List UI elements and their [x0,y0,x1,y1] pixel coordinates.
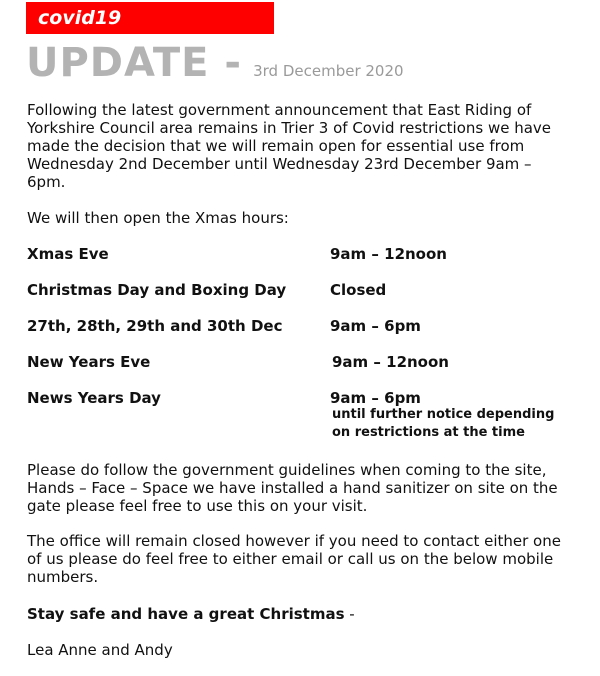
covid19-badge: covid19 [26,2,274,34]
hours-day-27-30-dec: 27th, 28th, 29th and 30th Dec [27,317,283,335]
update-date: 3rd December 2020 [253,62,404,80]
update-heading [26,40,404,86]
hours-day-xmas-eve: Xmas Eve [27,245,109,263]
update-title: UPDATE - [26,40,242,86]
hours-time-new-years-day: 9am – 6pm [330,389,421,407]
closing-bold: Stay safe and have a great Christmas [27,605,345,623]
office-paragraph: The office will remain closed however if you need to contact either one of us please do feel free to either email or call us on the below mobile numbers. [27,532,561,586]
hours-time-27-30-dec: 9am – 6pm [330,317,421,335]
hours-day-christmas-boxing: Christmas Day and Boxing Day [27,281,287,299]
hours-time-xmas-eve: 9am – 12noon [330,245,447,263]
hours-time-new-years-eve: 9am – 12noon [332,353,449,371]
intro-paragraph: Following the latest government announcement that East Riding of Yorkshire Council area remains in Trier 3 of Covid restrictions we have made the decision that we will remain open for essential use from Wednesday 2nd December until Wednesday 23rd December 9am – 6pm. [27,101,552,191]
signature: Lea Anne and Andy [27,641,173,659]
guidelines-paragraph: Please do follow the government guidelines when coming to the site, Hands – Face – Space we have installed a hand sanitizer on site on the gate please feel free to use this on your visit. [27,461,558,515]
hours-intro: We will then open the Xmas hours: [27,209,289,227]
closing-suffix: - [344,605,355,623]
hours-day-new-years-eve: New Years Eve [27,353,151,371]
closing-line [27,605,355,623]
hours-time-christmas-boxing: Closed [330,281,387,299]
hours-note: until further notice depending on restrictions at the time [332,407,555,440]
hours-day-new-years-day: News Years Day [27,389,161,407]
